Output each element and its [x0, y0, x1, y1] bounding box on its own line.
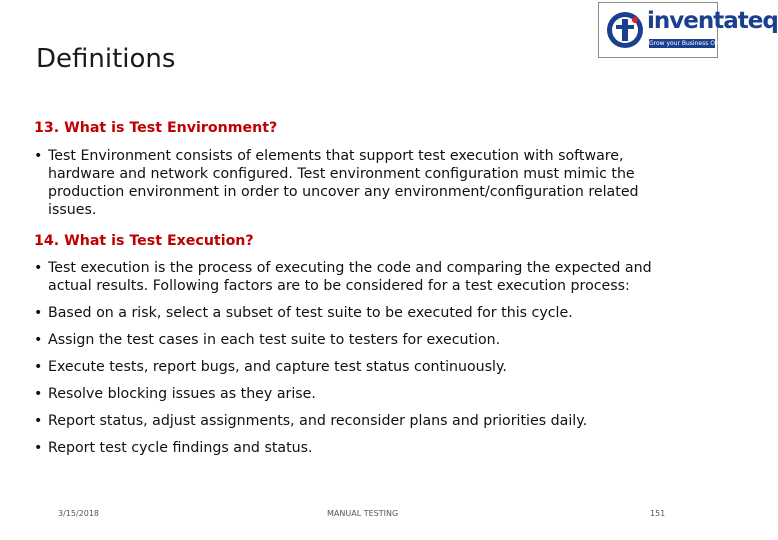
bullet-item: • Assign the test cases in each test suite to testers for execution.	[34, 331, 674, 349]
bullet-item: • Report test cycle findings and status.	[34, 439, 674, 457]
page-number: 151	[650, 509, 666, 518]
logo-tagline: Grow your Business Online	[649, 40, 730, 47]
footer-title: MANUAL TESTING	[327, 509, 399, 518]
logo-brand-text: inventateq	[647, 8, 778, 34]
logo-mark-icon	[605, 10, 645, 50]
footer-date: 3/15/2018	[58, 509, 100, 518]
bullet-item: • Execute tests, report bugs, and capture test status continuously.	[34, 358, 674, 376]
question-13: 13. What is Test Environment?	[34, 120, 278, 136]
section1-bullets	[34, 147, 674, 219]
section2-bullets	[34, 259, 674, 466]
bullet-item: • Test Environment consists of elements that support test execution with software, hardware and network configured. Test environment configuration must mimic the production environment in order to uncover any environment/configuration related issues.	[34, 147, 674, 219]
bullet-item: • Test execution is the process of executing the code and comparing the expected and actual results. Following factors are to be considered for a test execution process:	[34, 259, 674, 295]
bullet-item: • Resolve blocking issues as they arise.	[34, 385, 674, 403]
bullet-item: • Based on a risk, select a subset of test suite to be executed for this cycle.	[34, 304, 674, 322]
slide-title: Definitions	[36, 44, 176, 74]
question-14: 14. What is Test Execution?	[34, 233, 254, 249]
company-logo	[598, 2, 778, 58]
bullet-item: • Report status, adjust assignments, and reconsider plans and priorities daily.	[34, 412, 674, 430]
